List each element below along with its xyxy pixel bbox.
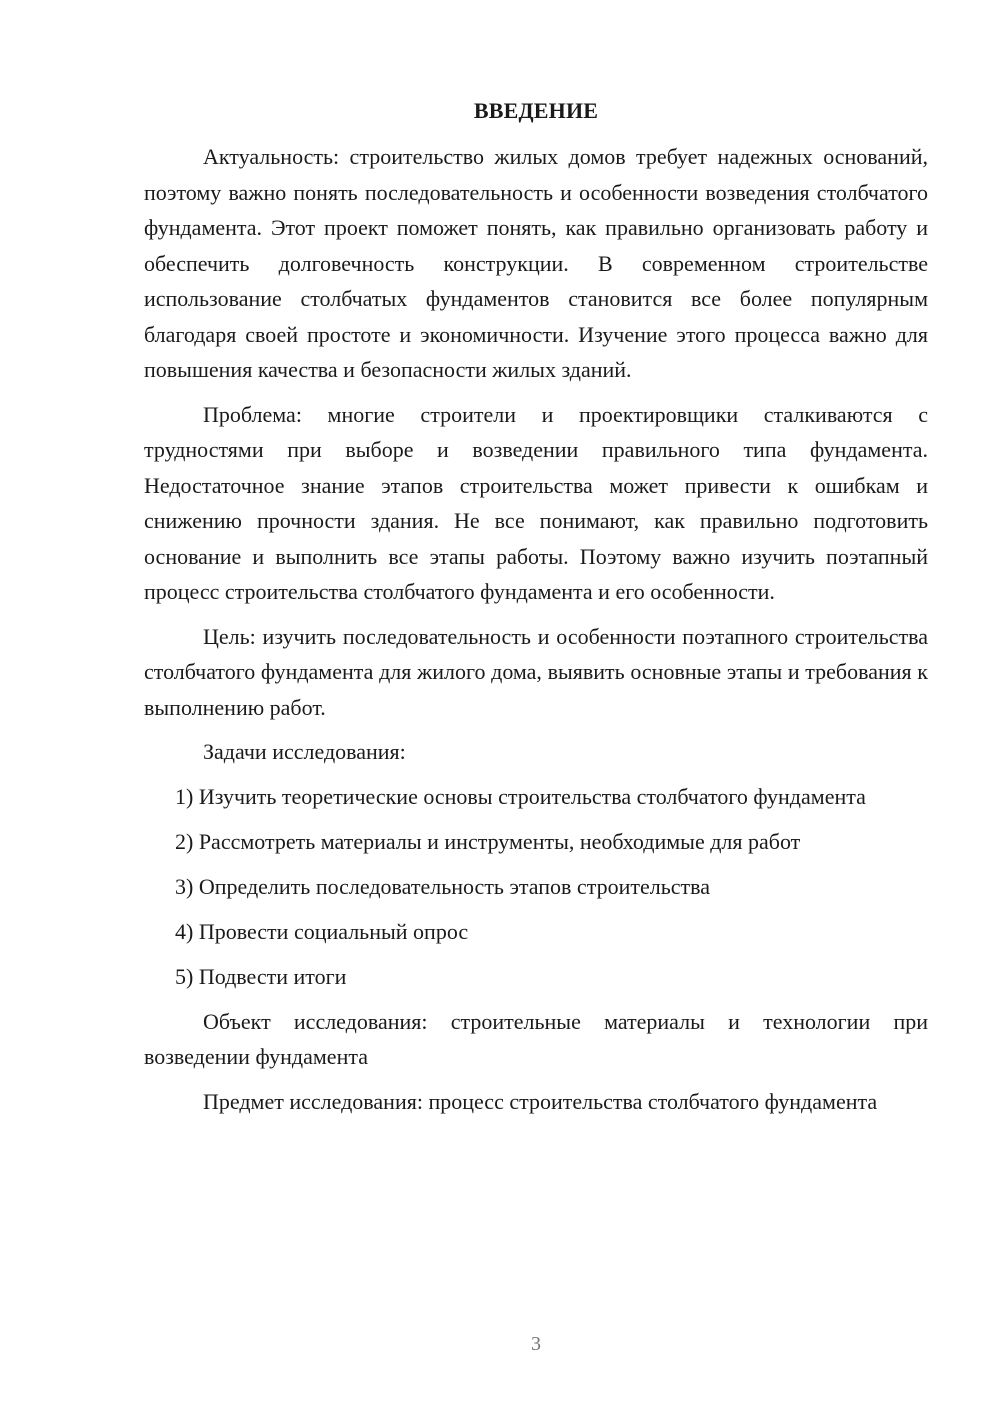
section-heading: ВВЕДЕНИЕ xyxy=(473,98,599,123)
tasks-title: Задачи исследования: xyxy=(203,739,406,764)
paragraph-object: Объект исследования: строительные материалы и технологии при возведении фундамента xyxy=(144,1008,928,1069)
paragraph-goal: Цель: изучить последовательность и особенности поэтапного строительства столбчатого фундамента для жилого дома, выявить основные этапы и требования к выполнению работ. xyxy=(144,623,928,720)
tasks-list xyxy=(144,779,928,995)
paragraph-relevance: Актуальность: строительство жилых домов требует надежных оснований, поэтому важно понять последовательность и особенности возведения столбчатого фундамента. Этот проект поможет понять, как правильно организовать работу и обеспечить долговечность конструкции. В современном строительстве использование столбчатых фундаментов становится все более популярным благодаря своей простоте и экономичности. Изучение этого процесса важно для повышения качества и безопасности жилых зданий. xyxy=(144,144,928,382)
list-item: 1) Изучить теоретические основы строительства столбчатого фундамента xyxy=(175,783,866,809)
document-page xyxy=(144,95,928,1128)
list-item: 3) Определить последовательность этапов строительства xyxy=(175,873,710,899)
list-item: 5) Подвести итоги xyxy=(175,963,347,989)
list-item: 2) Рассмотреть материалы и инструменты, необходимые для работ xyxy=(175,828,801,854)
paragraph-subject: Предмет исследования: процесс строительства столбчатого фундамента xyxy=(203,1088,878,1114)
list-item: 4) Провести социальный опрос xyxy=(175,918,469,944)
paragraph-problem: Проблема: многие строители и проектировщики сталкиваются с трудностями при выборе и возведении правильного типа фундамента. Недостаточное знание этапов строительства может привести к ошибкам и снижению прочности здания. Не все понимают, как правильно подготовить основание и выполнить все этапы работы. Поэтому важно изучить поэтапный процесс строительства столбчатого фундамента и его особенности. xyxy=(144,401,928,604)
page-number: 3 xyxy=(531,1333,541,1355)
